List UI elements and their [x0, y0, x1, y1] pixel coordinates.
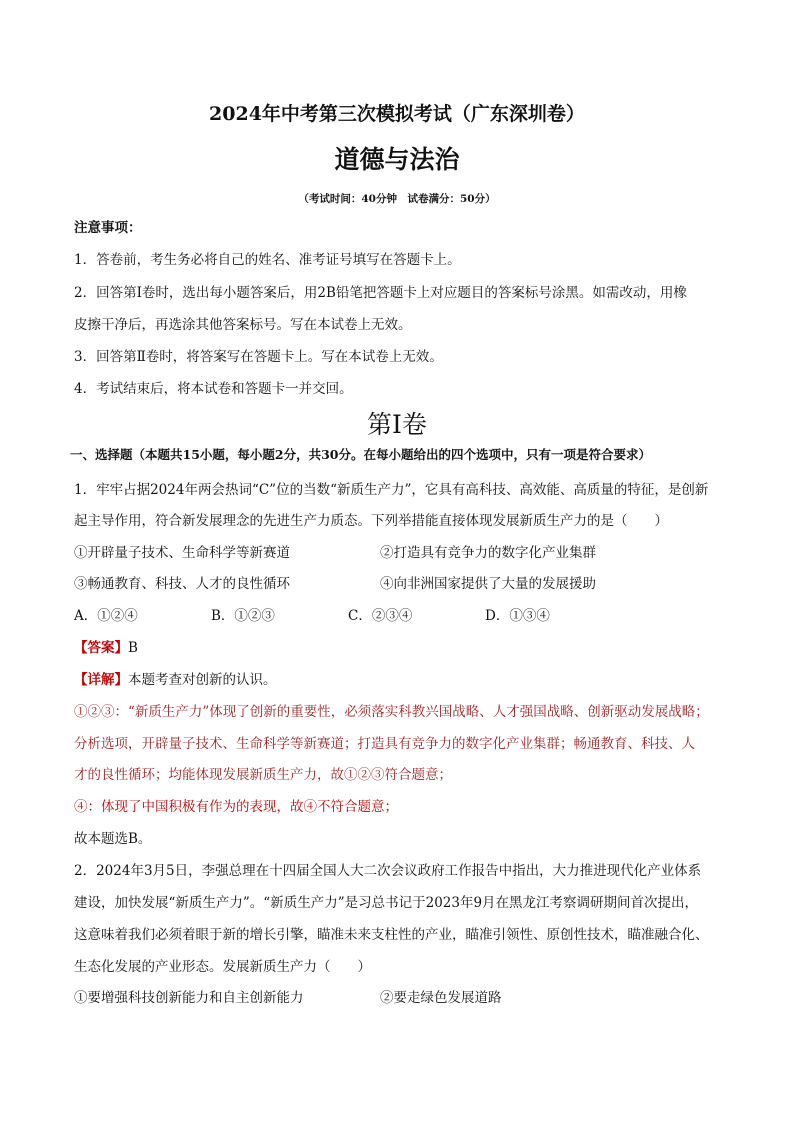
q1-detail — [74, 670, 277, 690]
exam-title: 2024年中考第三次模拟考试（广东深圳卷） — [209, 103, 585, 125]
q1-choice-b: B．①②③ — [211, 608, 275, 624]
q1-item-2: ②打造具有竞争力的数字化产业集群 — [380, 545, 596, 561]
q2-stem-2: 建设，加快发展“新质生产力”。“新质生产力”是习总书记于2023年9月在黑龙江考察调研期间首次提出， — [74, 895, 699, 911]
q1-item-1: ①开辟量子技术、生命科学等新赛道 — [74, 545, 290, 561]
notice-item-3: 3．回答第Ⅱ卷时，将答案写在答题卡上。写在本试卷上无效。 — [74, 349, 443, 365]
subject-title: 道德与法治 — [334, 145, 460, 174]
q2-item-2: ②要走绿色发展道路 — [380, 990, 502, 1006]
q1-choice-c: C．②③④ — [348, 608, 413, 624]
q1-choice-a: A．①②④ — [74, 608, 138, 624]
q2-stem-1: 2．2024年3月5日，李强总理在十四届全国人大二次会议政府工作报告中指出，大力推进现代化产业体系 — [74, 863, 702, 879]
q2-item-1: ①要增强科技创新能力和自主创新能力 — [74, 990, 304, 1006]
q1-analysis-2: 分析选项，开辟量子技术、生命科学等新赛道；打造具有竞争力的数字化产业集群；畅通教育、科技、人 — [74, 736, 695, 752]
detail-label: 【详解】 — [74, 672, 128, 688]
notice-item-4: 4．考试结束后，将本试卷和答题卡一并交回。 — [74, 381, 353, 397]
q1-analysis-3: 才的良性循环；均能体现发展新质生产力，故①②③符合题意； — [74, 767, 452, 783]
q1-item-3: ③畅通教育、科技、人才的良性循环 — [74, 576, 290, 592]
section-heading: 一、选择题（本题共15小题，每小题2分，共30分。在每小题给出的四个选项中，只有一项是符合要求） — [70, 447, 651, 462]
q1-item-4: ④向非洲国家提供了大量的发展援助 — [380, 576, 596, 592]
notice-item-2-cont: 皮擦干净后，再选涂其他答案标号。写在本试卷上无效。 — [74, 317, 412, 333]
q1-answer — [74, 638, 138, 658]
q1-stem-2: 起主导作用，符合新发展理念的先进生产力质态。下列举措能直接体现发展新质生产力的是（ ） — [74, 513, 668, 529]
q1-analysis-4: ④：体现了中国积极有作为的表现，故④不符合题意； — [74, 799, 398, 815]
q1-choice-d: D．①③④ — [485, 608, 550, 624]
notice-heading: 注意事项： — [74, 220, 142, 236]
notice-item-1: 1．答卷前，考生务必将自己的姓名、准考证号填写在答题卡上。 — [74, 252, 461, 268]
notice-item-2: 2．回答第Ⅰ卷时，选出每小题答案后，用2B铅笔把答题卡上对应题目的答案标号涂黑。如需改动，用橡 — [74, 285, 687, 301]
answer-label: 【答案】 — [74, 640, 128, 656]
q2-stem-4: 生态化发展的产业形态。发展新质生产力（ ） — [74, 959, 371, 975]
q1-stem-1: 1．牢牢占据2024年两会热词“C”位的当数“新质生产力”，它具有高科技、高效能、高质量的特征，是创新 — [74, 482, 709, 498]
answer-value: B — [128, 640, 138, 656]
q1-conclusion: 故本题选B。 — [74, 831, 152, 847]
exam-info: （考试时间：40分钟 试卷满分：50分） — [298, 193, 496, 205]
volume-title: 第Ⅰ卷 — [367, 410, 427, 439]
q1-analysis-1: ①②③：“新质生产力”体现了创新的重要性，必须落实科教兴国战略、人才强国战略、创新驱动发展战略； — [74, 704, 709, 720]
detail-text: 本题考查对创新的认识。 — [128, 672, 277, 688]
q2-stem-3: 这意味着我们必须着眼于新的增长引擎，瞄准未来支柱性的产业，瞄准引领性、原创性技术，瞄准融合化、 — [74, 927, 709, 943]
